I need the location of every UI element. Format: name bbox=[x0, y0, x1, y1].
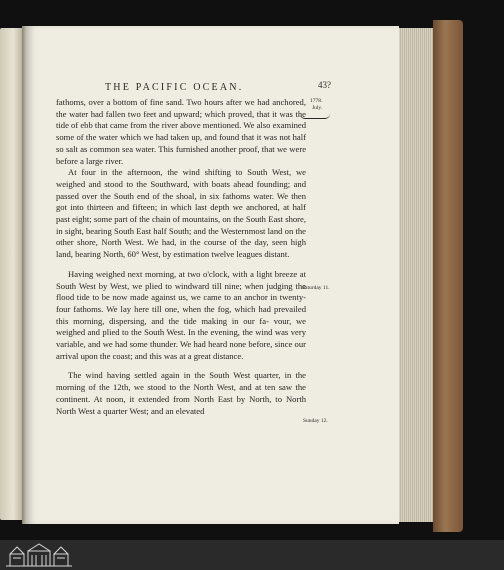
text-line: elevated bbox=[175, 405, 205, 416]
margin-date-saturday: Saturday 11. bbox=[302, 285, 330, 291]
body-text bbox=[56, 97, 306, 417]
margin-year: 1778. bbox=[310, 98, 323, 104]
text-line: Having weighed next morning, at two o'clock, with a bbox=[68, 268, 257, 279]
text-line: At four in the afternoon, the wind shifting to South West, bbox=[68, 167, 296, 178]
text-line: evening, the wind was very variable, and we had some bbox=[56, 327, 306, 350]
text-line: The wind having settled again in the South West quarter, bbox=[68, 370, 285, 381]
text-line: the coast; and this was at a great distance. bbox=[99, 350, 244, 361]
paragraph-1 bbox=[56, 97, 306, 167]
text-line: vour, we weighed and plied to the South West. In the bbox=[56, 315, 306, 338]
footer-bar bbox=[0, 540, 504, 570]
text-line: East by North, to North North West a quarter West; and an bbox=[56, 393, 306, 416]
text-line: half so salt as common sea water. This furnished another bbox=[56, 132, 306, 154]
text-line: which proved, that it was the tide of ebb that came from bbox=[56, 108, 306, 131]
text-line: proof, that we were before a large river. bbox=[56, 143, 307, 166]
page-fore-edge bbox=[399, 28, 435, 522]
library-building-icon bbox=[4, 542, 74, 568]
text-line: had anchored, the water had fallen two feet and upward; bbox=[56, 97, 306, 119]
page-number: 43? bbox=[318, 80, 331, 90]
paragraph-2 bbox=[56, 167, 306, 261]
text-line: thunder. We had heard none before, since our arrival upon bbox=[56, 339, 307, 361]
text-line: till nine; when judging the flood tide to be now made bbox=[56, 280, 306, 303]
text-line: light breeze at South West by West, we plied to windward bbox=[56, 268, 306, 291]
text-line: in the morning of the 12th, we stood to the North West, and bbox=[56, 370, 306, 393]
text-line: day, seen high land, bearing North, 60° West, by estimation bbox=[56, 237, 307, 260]
paragraph-4 bbox=[56, 370, 306, 417]
text-line: fathoms, over a bottom of fine sand. Two hours after we bbox=[56, 97, 258, 107]
text-line: at ten saw the continent. At noon, it extended from North bbox=[56, 382, 306, 404]
text-line: twelve leagues distant. bbox=[211, 249, 290, 260]
text-line: We lay here till one, when the fog, which had prevailed bbox=[106, 303, 307, 314]
margin-month: July. bbox=[312, 105, 323, 111]
text-line: which last depth we anchored, at half past eight; some part bbox=[56, 202, 306, 225]
text-line: this morning, dispersing, and the tide making in our fa- bbox=[56, 315, 274, 326]
book-cover bbox=[433, 20, 463, 532]
text-line: founding; and passed over the South end of the shoal, in six bbox=[56, 178, 306, 201]
text-line: we weighed and stood to the Southward, with boats ahead bbox=[56, 167, 306, 189]
text-line: against us, we came to an anchor in twenty-four fathoms. bbox=[56, 292, 306, 314]
margin-date-sunday: Sunday 12. bbox=[303, 418, 328, 424]
text-line: bearing South East half South; and the Westernmost land on bbox=[86, 225, 296, 236]
left-page-edge bbox=[0, 28, 22, 520]
text-line: the river above mentioned. We also examined some of the bbox=[56, 120, 306, 143]
text-line: of the chain of mountains, on the South East shore, in sight, bbox=[56, 214, 306, 236]
running-title: THE PACIFIC OCEAN. bbox=[105, 82, 244, 93]
text-line: fathoms water. We then got into thirteen and fifteen; in bbox=[56, 190, 306, 213]
paragraph-3 bbox=[56, 269, 306, 363]
text-line: water which we had taken up, and found that it was not bbox=[98, 132, 293, 143]
text-line: the other shore, North West. We had, in the course of the bbox=[56, 225, 306, 248]
